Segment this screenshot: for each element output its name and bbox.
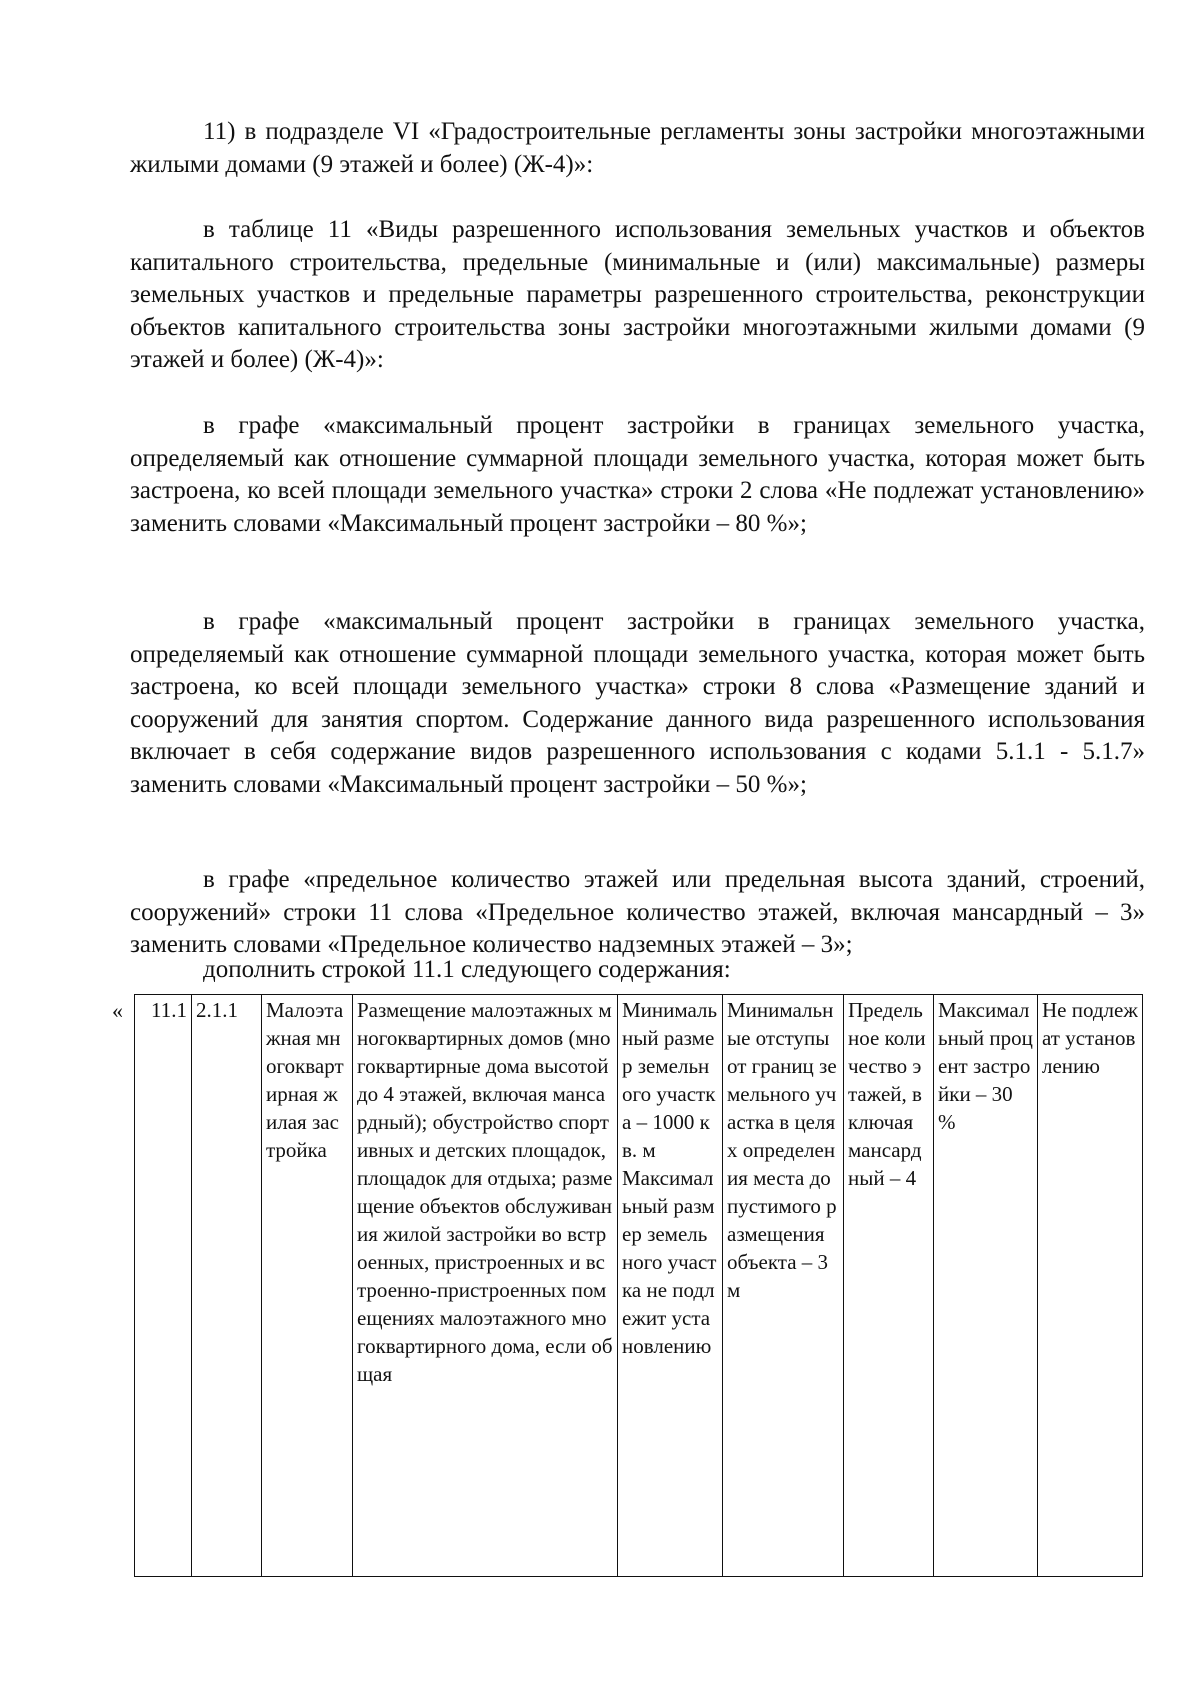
paragraph-subsection-11: 11) в подразделе VI «Градостроительные регламенты зоны застройки многоэтажными жилыми домами (9 этажей и более) (Ж-4)»: bbox=[130, 118, 1145, 178]
use-kind-text: Малоэтажная многоквартирная жилая застройка bbox=[266, 998, 344, 1162]
description-text: Размещение малоэтажных многоквартирных домов (многоквартирные дома высотой до 4 этажей, включая мансардный); обустройство спортивных и детских площадок, площадок для отдыха; размещение объектов обслуживания жилой застройки во встроенных, пристроенных и встроенно-пристроенных помещениях малоэтажного многоквартирного дома, если общая bbox=[357, 998, 613, 1386]
table-row bbox=[135, 995, 1143, 1577]
paragraph-add-row-11-1: дополнить строкой 11.1 следующего содержания: bbox=[203, 956, 731, 983]
cell-floors bbox=[844, 995, 934, 1577]
plot-size-text: Минимальный размер земельного участка – 1000 кв. м Максимальный размер земельного участка не подлежит установлению bbox=[622, 998, 718, 1358]
opening-quote-mark: « bbox=[112, 998, 123, 1023]
other-text: Не подлежат установлению bbox=[1042, 998, 1138, 1078]
cell-use-kind bbox=[262, 995, 353, 1577]
cell-plot-size bbox=[618, 995, 723, 1577]
paragraph-table-11-reference: в таблице 11 «Виды разрешенного использования земельных участков и объектов капитального строительства, предельные (минимальные и (или) максимальные) размеры земельных участков и предельные параметры разрешенного строительства, реконструкции объектов капитального строительства зоны застройки многоэтажными жилыми домами (9 этажей и более) (Ж-4)»: bbox=[130, 216, 1145, 373]
paragraph-row-11-amendment: в графе «предельное количество этажей или предельная высота зданий, строений, сооружений» строки 11 слова «Предельное количество этажей, включая мансардный – 3» заменить словами «Предельное количество надземных этажей – 3»; bbox=[130, 866, 1145, 958]
paragraph-row-2-amendment: в графе «максимальный процент застройки в границах земельного участка, определяемый как отношение суммарной площади земельного участка, которая может быть застроена, ко всей площади земельного участка» строки 2 слова «Не подлежат установлению» заменить словами «Максимальный процент застройки – 80 %»; bbox=[130, 412, 1145, 537]
code-text: 2.1.1 bbox=[196, 998, 238, 1022]
coverage-text: Максимальный процент застройки – 30 % bbox=[938, 998, 1033, 1134]
cell-description bbox=[353, 995, 618, 1577]
cell-code bbox=[192, 995, 262, 1577]
amendment-table bbox=[134, 994, 1143, 1577]
setbacks-text: Минимальные отступы от границ земельного участка в целях определения места допустимого размещения объекта – 3 м bbox=[727, 998, 837, 1302]
cell-setbacks bbox=[723, 995, 844, 1577]
floors-text: Предельное количество этажей, включая мансардный – 4 bbox=[848, 998, 926, 1190]
cell-coverage bbox=[934, 995, 1038, 1577]
row-number-text: 11.1 bbox=[151, 998, 187, 1022]
paragraph-row-8-amendment: в графе «максимальный процент застройки в границах земельного участка, определяемый как отношение суммарной площади земельного участка, которая может быть застроена, ко всей площади земельного участка» строки 8 слова «Размещение зданий и сооружений для занятия спортом. Содержание данного вида разрешенного использования включает в себя содержание видов разрешенного использования с кодами 5.1.1 - 5.1.7» заменить словами «Максимальный процент застройки – 50 %»; bbox=[130, 608, 1145, 798]
cell-other bbox=[1038, 995, 1143, 1577]
cell-row-number bbox=[135, 995, 192, 1577]
